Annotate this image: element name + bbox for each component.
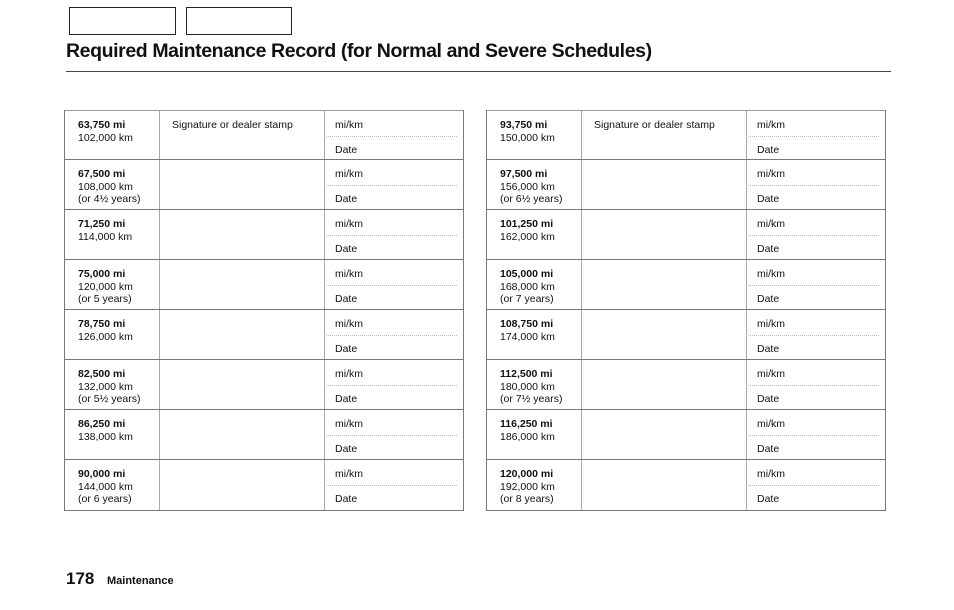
page-number: 178: [66, 569, 95, 588]
table-row: [65, 260, 463, 310]
interval-kilometers: 150,000 km: [500, 131, 555, 144]
interval-kilometers: 108,000 km: [78, 180, 133, 193]
date-label: Date: [757, 443, 780, 455]
date-label: Date: [757, 243, 780, 255]
interval-years: (or 8 years): [500, 493, 554, 505]
service-interval: [500, 168, 562, 206]
date-label: Date: [335, 144, 358, 156]
mileage-entry-line: [324, 335, 457, 336]
date-label: Date: [335, 343, 358, 355]
interval-kilometers: 162,000 km: [500, 230, 555, 243]
interval-miles: 97,500 mi: [500, 168, 548, 180]
service-interval: [500, 418, 555, 443]
date-label: Date: [335, 443, 358, 455]
column-divider: [581, 360, 582, 409]
column-divider: [746, 111, 747, 159]
mileage-entry-line: [324, 285, 457, 286]
date-label: Date: [757, 144, 780, 156]
interval-miles: 105,000 mi: [500, 268, 554, 280]
maintenance-table-left: [64, 110, 464, 511]
column-divider: [581, 160, 582, 209]
interval-kilometers: 120,000 km: [78, 280, 133, 293]
mileage-entry-line: [324, 185, 457, 186]
column-divider: [159, 410, 160, 459]
table-row: [65, 160, 463, 210]
mileage-label: mi/km: [757, 468, 785, 480]
interval-kilometers: 132,000 km: [78, 380, 133, 393]
table-row: [65, 210, 463, 260]
interval-miles: 82,500 mi: [78, 368, 126, 380]
mileage-entry-line: [324, 136, 457, 137]
mileage-entry-line: [746, 285, 879, 286]
mileage-label: mi/km: [335, 119, 363, 131]
mileage-label: mi/km: [757, 368, 785, 380]
mileage-entry-line: [746, 485, 879, 486]
mileage-entry-line: [746, 136, 879, 137]
maintenance-table-right: [486, 110, 886, 511]
date-label: Date: [757, 293, 780, 305]
column-divider: [581, 111, 582, 159]
section-name: Maintenance: [107, 575, 174, 587]
service-interval: [78, 418, 133, 443]
interval-years: (or 6½ years): [500, 193, 563, 205]
mileage-entry-line: [746, 185, 879, 186]
signature-column-label: Signature or dealer stamp: [594, 119, 715, 131]
interval-kilometers: 186,000 km: [500, 430, 555, 443]
interval-kilometers: 180,000 km: [500, 380, 555, 393]
service-interval: [78, 218, 132, 243]
interval-kilometers: 138,000 km: [78, 430, 133, 443]
table-row: [65, 410, 463, 460]
service-interval: [78, 268, 133, 306]
table-row: [65, 460, 463, 511]
mileage-entry-line: [324, 435, 457, 436]
mileage-label: mi/km: [757, 218, 785, 230]
interval-miles: 120,000 mi: [500, 468, 554, 480]
service-interval: [500, 318, 555, 343]
date-label: Date: [335, 193, 358, 205]
interval-miles: 93,750 mi: [500, 119, 548, 131]
interval-miles: 90,000 mi: [78, 468, 126, 480]
table-row: [65, 360, 463, 410]
interval-miles: 101,250 mi: [500, 218, 554, 230]
interval-kilometers: 168,000 km: [500, 280, 555, 293]
mileage-label: mi/km: [335, 168, 363, 180]
table-row: [487, 160, 885, 210]
column-divider: [159, 111, 160, 159]
column-divider: [159, 210, 160, 259]
table-row: [487, 260, 885, 310]
interval-years: (or 6 years): [78, 493, 132, 505]
table-row: [487, 210, 885, 260]
mileage-label: mi/km: [335, 268, 363, 280]
mileage-entry-line: [324, 485, 457, 486]
interval-miles: 112,500 mi: [500, 368, 553, 380]
interval-years: (or 7 years): [500, 293, 554, 305]
interval-miles: 71,250 mi: [78, 218, 126, 230]
date-label: Date: [335, 243, 358, 255]
table-row: [487, 460, 885, 511]
table-row: [65, 310, 463, 360]
column-divider: [581, 460, 582, 510]
service-interval: [78, 318, 133, 343]
table-row: [65, 110, 463, 160]
column-divider: [159, 360, 160, 409]
interval-years: (or 7½ years): [500, 393, 563, 405]
date-label: Date: [757, 493, 780, 505]
interval-years: (or 4½ years): [78, 193, 141, 205]
date-label: Date: [335, 493, 358, 505]
table-row: [487, 310, 885, 360]
mileage-label: mi/km: [757, 119, 785, 131]
interval-kilometers: 144,000 km: [78, 480, 133, 493]
mileage-label: mi/km: [757, 168, 785, 180]
service-interval: [78, 168, 140, 206]
interval-miles: 108,750 mi: [500, 318, 554, 330]
date-label: Date: [757, 193, 780, 205]
column-divider: [159, 310, 160, 359]
interval-kilometers: 102,000 km: [78, 131, 133, 144]
mileage-label: mi/km: [757, 418, 785, 430]
mileage-entry-line: [746, 335, 879, 336]
interval-miles: 86,250 mi: [78, 418, 126, 430]
table-row: [487, 110, 885, 160]
mileage-entry-line: [324, 235, 457, 236]
table-row: [487, 360, 885, 410]
mileage-label: mi/km: [335, 468, 363, 480]
column-divider: [324, 111, 325, 159]
column-divider: [159, 160, 160, 209]
signature-column-label: Signature or dealer stamp: [172, 119, 293, 131]
service-interval: [500, 368, 562, 406]
column-divider: [159, 460, 160, 510]
table-row: [487, 410, 885, 460]
date-label: Date: [335, 293, 358, 305]
interval-years: (or 5 years): [78, 293, 132, 305]
column-divider: [581, 410, 582, 459]
column-divider: [581, 310, 582, 359]
mileage-entry-line: [324, 385, 457, 386]
service-interval: [500, 119, 555, 144]
mileage-label: mi/km: [757, 318, 785, 330]
interval-miles: 63,750 mi: [78, 119, 126, 131]
column-divider: [581, 210, 582, 259]
interval-kilometers: 174,000 km: [500, 330, 555, 343]
mileage-label: mi/km: [757, 268, 785, 280]
interval-years: (or 5½ years): [78, 393, 141, 405]
column-divider: [581, 260, 582, 309]
mileage-label: mi/km: [335, 318, 363, 330]
interval-kilometers: 126,000 km: [78, 330, 133, 343]
page-title: Required Maintenance Record (for Normal and Severe Schedules): [66, 40, 652, 62]
interval-miles: 78,750 mi: [78, 318, 126, 330]
service-interval: [78, 468, 133, 506]
service-interval: [78, 119, 133, 144]
date-label: Date: [757, 343, 780, 355]
interval-kilometers: 192,000 km: [500, 480, 555, 493]
date-label: Date: [335, 393, 358, 405]
service-interval: [500, 468, 555, 506]
header-tab-box-2: [186, 7, 292, 35]
mileage-entry-line: [746, 435, 879, 436]
mileage-label: mi/km: [335, 368, 363, 380]
mileage-entry-line: [746, 385, 879, 386]
date-label: Date: [757, 393, 780, 405]
mileage-entry-line: [746, 235, 879, 236]
interval-miles: 116,250 mi: [500, 418, 553, 430]
service-interval: [500, 268, 555, 306]
interval-kilometers: 156,000 km: [500, 180, 555, 193]
service-interval: [500, 218, 555, 243]
interval-miles: 67,500 mi: [78, 168, 126, 180]
column-divider: [159, 260, 160, 309]
header-tab-box-1: [69, 7, 176, 35]
interval-miles: 75,000 mi: [78, 268, 126, 280]
title-divider: [66, 71, 891, 72]
mileage-label: mi/km: [335, 218, 363, 230]
mileage-label: mi/km: [335, 418, 363, 430]
interval-kilometers: 114,000 km: [78, 230, 133, 243]
service-interval: [78, 368, 140, 406]
